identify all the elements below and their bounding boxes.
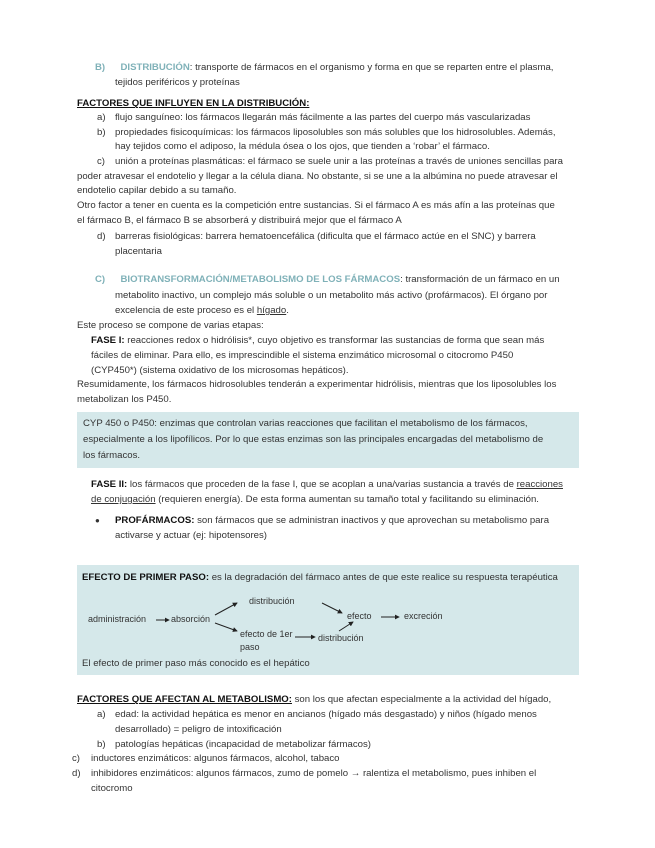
text-fragment: reacciones redox o hidrólisis*, cuyo objetivo es transformar las sustancias de forma que sean más — [124, 335, 545, 346]
fase2-label: FASE II: — [91, 479, 128, 490]
underlined-term: de conjugación — [91, 494, 156, 505]
box-line: especialmente a los lipofílicos. Por lo que estas enzimas son las principales encargadas del metabolismo de — [83, 434, 544, 445]
diagram-node-distribucion-bottom: distribución — [318, 633, 364, 643]
fase2-line — [91, 478, 563, 492]
list-item: placentaria — [115, 246, 162, 257]
paragraph-line: fáciles de eliminar. Para ello, es imprescindible el sistema enzimático microsomal o citocromo P450 — [91, 350, 514, 361]
list-item: inductores enzimáticos: algunos fármacos, alcohol, tabaco — [91, 753, 340, 764]
paragraph-line: metabolizan los P450. — [77, 394, 172, 405]
list-marker: d) — [72, 768, 81, 779]
bullet-icon: ● — [95, 516, 100, 525]
list-marker: d) — [97, 231, 106, 242]
arrow-absorcion-primer-paso — [215, 623, 237, 631]
diagram-node-distribucion-top: distribución — [249, 596, 295, 606]
list-marker: a) — [97, 112, 106, 123]
text-fragment: (requieren energía). De esta forma aumentan su tamaño total y facilitando su eliminación. — [155, 494, 539, 505]
text-fragment: . — [286, 305, 289, 316]
fase1-label: FASE I: — [91, 335, 125, 346]
list-item: flujo sanguíneo: los fármacos llegarán más fácilmente a las partes del cuerpo más vascularizadas — [115, 112, 531, 123]
diagram-node-administracion: administración — [88, 614, 147, 624]
list-item: hay tejidos como el adiposo, la médula ósea o los ojos, que tienden a ‘robar’ el fármaco. — [115, 141, 490, 152]
paragraph-line: activarse y actuar (ej: hipotensores) — [115, 530, 267, 541]
primer-paso-footer: El efecto de primer paso más conocido es el hepático — [82, 658, 310, 669]
list-item: desarrollado) = peligro de intoxificación — [115, 724, 282, 735]
paragraph-line: (CYP450*) (sistema oxidativo de los microsomas hepáticos). — [91, 365, 349, 376]
paragraph-line: el fármaco B, el fármaco B se absorberá y distribuirá mejor que el fármaco A — [77, 215, 402, 226]
paragraph-line: Otro factor a tener en cuenta es la competición entre sustancias. Si el fármaco A es más afín a las proteínas que — [77, 200, 555, 211]
text-fragment: son fármacos que se administran inactivos y que aprovechan su metabolismo para — [194, 515, 550, 526]
list-marker: b) — [97, 127, 106, 138]
section-text — [115, 304, 289, 318]
list-item: citocromo — [91, 783, 133, 794]
profarmacos-line — [115, 514, 549, 528]
section-text: : transformación de un fármaco en un — [400, 274, 560, 285]
section-text: tejidos periféricos y proteínas — [115, 77, 240, 88]
paragraph-line: Este proceso se compone de varias etapas: — [77, 320, 264, 331]
list-marker: c) — [97, 156, 105, 167]
list-marker: b) — [97, 739, 106, 750]
underlined-term: reacciones — [516, 479, 563, 490]
section-title: BIOTRANSFORMACIÓN/METABOLISMO DE LOS FÁRMACOS — [120, 274, 401, 285]
fase2-line-2 — [91, 493, 539, 507]
paragraph-line: poder atravesar el endotelio y llegar a la célula diana. No obstante, si se une a la albúmina no puede atravesar el — [77, 171, 558, 182]
list-item: patologías hepáticas (incapacidad de metabolizar fármacos) — [115, 739, 371, 750]
underlined-term: hígado — [256, 305, 287, 316]
diagram-node-efecto-primer-paso-2: paso — [240, 642, 260, 652]
factores-metabolismo-heading: FACTORES QUE AFECTAN AL METABOLISMO: — [77, 694, 292, 705]
diagram-node-excrecion: excreción — [404, 611, 443, 621]
diagram-node-efecto: efecto — [347, 611, 372, 621]
factores-distribucion-heading: FACTORES QUE INFLUYEN EN LA DISTRIBUCIÓN: — [77, 98, 310, 109]
section-text: metabolito inactivo, un complejo más soluble o un metabolito más activo (profármacos). El órgano por — [115, 290, 548, 301]
arrow-distribucion-efecto-2 — [339, 622, 353, 631]
fase1-line — [91, 334, 544, 348]
list-marker: a) — [97, 709, 106, 720]
text-fragment: los fármacos que proceden de la fase I, que se acoplan a una/varias sustancia a través de — [127, 479, 517, 490]
box-line: los fármacos. — [83, 450, 141, 461]
paragraph-line: Resumidamente, los fármacos hidrosolubles tenderán a experimentar hidrólisis, mientras que los liposolubles los — [77, 379, 557, 390]
list-item: unión a proteínas plasmáticas: el fármaco se suele unir a las proteínas a través de uniones sencillas para — [115, 156, 563, 167]
text-fragment: son los que afectan especialmente a la actividad del hígado, — [291, 694, 552, 705]
paragraph-line: endotelio capilar debido a su tamaño. — [77, 185, 237, 196]
box-line: CYP 450 o P450: enzimas que controlan varias reacciones que facilitan el metabolismo de los fármacos, — [83, 418, 528, 429]
diagram-node-absorcion: absorción — [171, 614, 211, 624]
primer-paso-title: EFECTO DE PRIMER PASO: — [82, 572, 210, 583]
arrow-distribucion-efecto — [322, 603, 342, 613]
text-fragment: excelencia de este proceso es el — [115, 305, 257, 316]
cyp-info-box — [77, 412, 579, 468]
section-marker: C) — [95, 274, 106, 285]
section-title: DISTRIBUCIÓN — [120, 62, 190, 73]
section-b-header — [95, 61, 553, 75]
factores-metabolismo-line — [77, 693, 551, 707]
list-item: propiedades fisicoquímicas: los fármacos liposolubles son más solubles que los hidrosolubles. Además, — [115, 127, 556, 138]
section-marker: B) — [95, 62, 106, 73]
arrow-absorcion-distribucion — [215, 603, 237, 615]
section-text: : transporte de fármacos en el organismo y forma en que se reparten entre el plasma, — [189, 62, 554, 73]
profarmacos-label: PROFÁRMACOS: — [115, 515, 195, 526]
diagram-node-efecto-primer-paso: efecto de 1er — [240, 629, 293, 639]
list-item: inhibidores enzimáticos: algunos fármacos, zumo de pomelo → ralentiza el metabolismo, pues inhiben el — [91, 768, 537, 779]
list-item: edad: la actividad hepática es menor en ancianos (hígado más desgastado) y niños (hígado menos — [115, 709, 537, 720]
primer-paso-box — [77, 565, 579, 675]
list-item: barreras fisiológicas: barrera hematoencefálica (dificulta que el fármaco actúe en el SNC) y barrera — [115, 231, 536, 242]
section-c-header — [95, 273, 560, 287]
text-fragment: es la degradación del fármaco antes de que este realice su respuesta terapéutica — [209, 572, 558, 583]
list-marker: c) — [72, 753, 80, 764]
